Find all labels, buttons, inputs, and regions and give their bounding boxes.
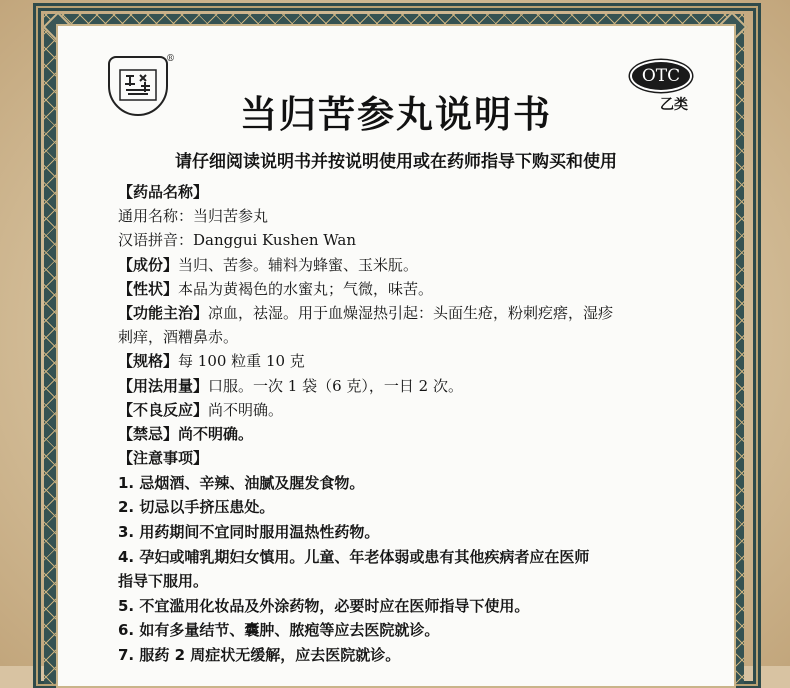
contra-text: 尚不明确。 bbox=[178, 425, 254, 444]
character-text: 本品为黄褐色的水蜜丸；气微，味苦。 bbox=[178, 279, 434, 298]
spec-text: 每 100 粒重 10 克 bbox=[178, 352, 305, 371]
precaution-item: 6. 如有多量结节、囊肿、脓疱等应去医院就诊。 bbox=[118, 621, 440, 640]
leaflet-page bbox=[56, 24, 736, 688]
precaution-item: 2. 切忌以手挤压患处。 bbox=[118, 498, 275, 517]
ingredients-tag: 【成份】 bbox=[118, 255, 179, 274]
indications-text: 凉血，祛湿。用于血燥湿热引起：头面生疮，粉刺疙瘩，湿疹 bbox=[208, 304, 614, 323]
precaution-item-continued: 指导下服用。 bbox=[118, 572, 209, 591]
indications-continued: 刺痒，酒糟鼻赤。 bbox=[118, 328, 239, 347]
usage-text: 口服。一次 1 袋（6 克），一日 2 次。 bbox=[208, 376, 463, 395]
page-title: 当归苦参丸说明书 bbox=[240, 93, 552, 136]
drug-name-heading: 【药品名称】 bbox=[118, 183, 209, 201]
usage-row bbox=[118, 374, 718, 398]
spec-tag: 【规格】 bbox=[118, 352, 179, 371]
adverse-row bbox=[118, 398, 718, 422]
character-row bbox=[118, 277, 718, 301]
precautions-section bbox=[118, 446, 718, 667]
precaution-item: 4. 孕妇或哺乳期妇女慎用。儿童、年老体弱或患有其他疾病者应在医师 bbox=[118, 547, 590, 566]
ingredients-text: 当归、苦参。辅料为蜂蜜、玉米朊。 bbox=[178, 255, 419, 274]
contra-row bbox=[118, 422, 718, 446]
precaution-item: 3. 用药期间不宜同时服用温热性药物。 bbox=[118, 523, 380, 542]
generic-name: 通用名称：当归苦参丸 bbox=[118, 207, 269, 226]
otc-badge: OTC bbox=[630, 60, 692, 92]
precautions-heading: 【注意事项】 bbox=[118, 449, 209, 468]
indications-tag: 【功能主治】 bbox=[118, 304, 209, 323]
usage-tag: 【用法用量】 bbox=[118, 376, 209, 395]
precaution-item: 7. 服药 2 周症状无缓解，应去医院就诊。 bbox=[118, 645, 401, 664]
character-tag: 【性状】 bbox=[118, 279, 179, 298]
adverse-tag: 【不良反应】 bbox=[118, 400, 209, 419]
precaution-item: 1. 忌烟酒、辛辣、油腻及腥发食物。 bbox=[118, 473, 365, 492]
spec-row bbox=[118, 349, 718, 373]
contra-tag: 【禁忌】 bbox=[118, 425, 179, 444]
ingredients-row bbox=[118, 253, 718, 277]
pinyin-name: 汉语拼音：Danggui Kushen Wan bbox=[118, 231, 356, 250]
adverse-text: 尚不明确。 bbox=[208, 400, 284, 419]
precaution-item: 5. 不宜滥用化妆品及外涂药物，必要时应在医师指导下使用。 bbox=[118, 596, 530, 615]
registered-mark: ® bbox=[166, 54, 175, 64]
page-subtitle: 请仔细阅读说明书并按说明使用或在药师指导下购买和使用 bbox=[175, 152, 617, 172]
leaflet-body bbox=[118, 180, 718, 668]
otc-class-label: 乙类 bbox=[660, 97, 688, 113]
indications-row bbox=[118, 301, 718, 325]
